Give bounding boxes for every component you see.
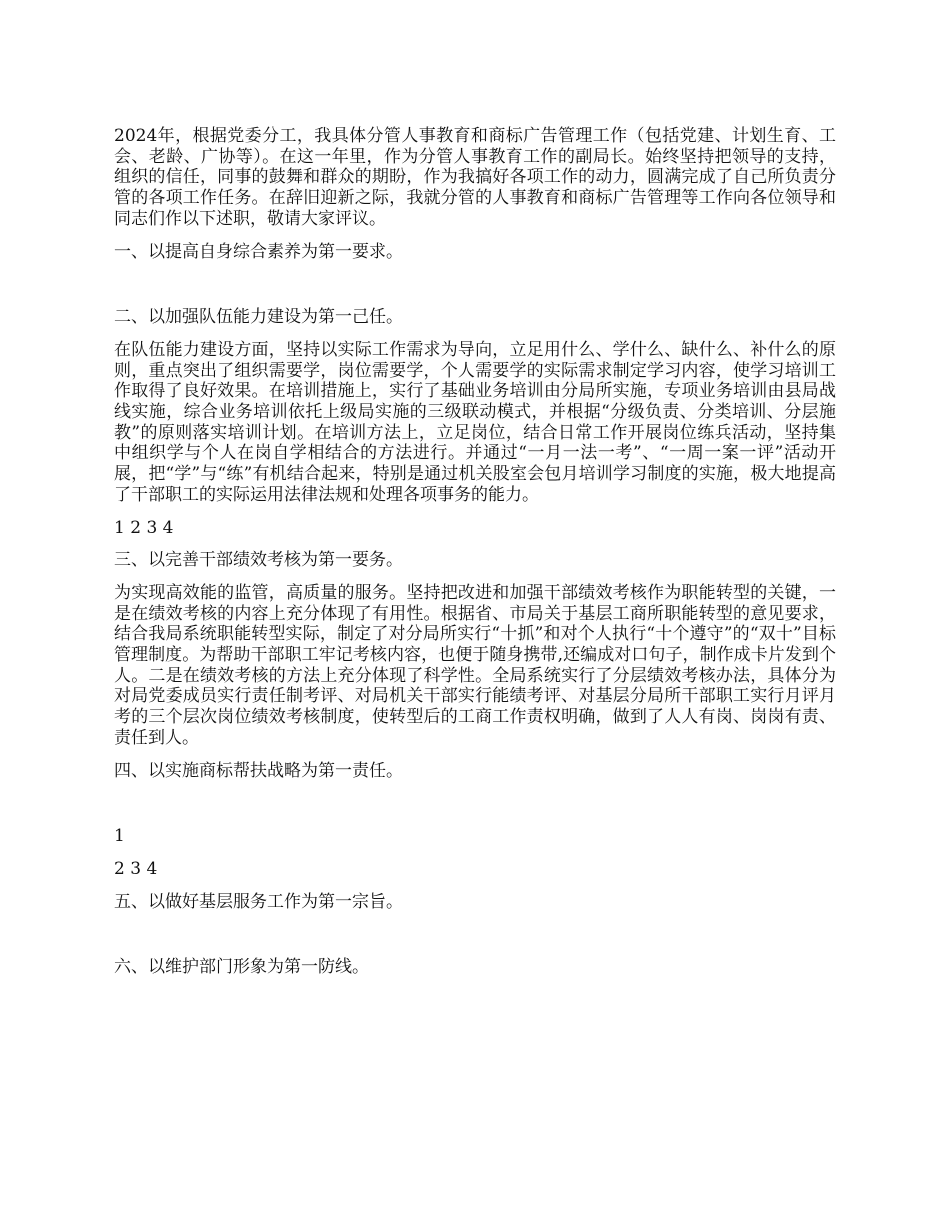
- section-paragraph-3: 为实现高效能的监管，高质量的服务。坚持把改进和加强干部绩效考核作为职能转型的关键，一是在绩效考核的内容上充分体现了有用性。根据省、市局关于基层工商所职能转型的意见要求，结合我局系统职能转型实际，制定了对分局所实行“十抓”和对个人执行“十个遵守”的“双十”目标管理制度。为帮助干部职工牢记考核内容，也便于随身携带,还编成对口句子，制作成卡片发到个人。二是在绩效考核的方法上充分体现了科学性。全局系统实行了分层绩效考核办法，具体分为对局党委成员实行责任制考评、对局机关干部实行能绩考评、对基层分局所干部职工实行月评月考的三个层次岗位绩效考核制度，使转型后的工商工作责权明确，做到了人人有岗、岗岗有责、责任到人。: [114, 582, 836, 748]
- page-numbers-2b: 2 3 4: [114, 858, 158, 879]
- section-heading-3: 三、以完善干部绩效考核为第一要务。: [114, 550, 403, 571]
- section-heading-6: 六、以维护部门形象为第一防线。: [114, 957, 369, 978]
- page-numbers-1: 1 2 3 4: [114, 517, 174, 538]
- page-numbers-2a: 1: [114, 826, 125, 847]
- section-heading-4: 四、以实施商标帮扶战略为第一责任。: [114, 760, 403, 781]
- document-page: [114, 126, 836, 978]
- section-paragraph-2: 在队伍能力建设方面，坚持以实际工作需求为导向，立足用什么、学什么、缺什么、补什么的原则，重点突出了组织需要学，岗位需要学，个人需要学的实际需求制定学习内容，使学习培训工作取得了良好效果。在培训措施上，实行了基础业务培训由分局所实施，专项业务培训由县局战线实施，综合业务培训依托上级局实施的三级联动模式，并根据“分级负责、分类培训、分层施教”的原则落实培训计划。在培训方法上，立足岗位，结合日常工作开展岗位练兵活动，坚持集中组织学与个人在岗自学相结合的方法进行。并通过“一月一法一考”、“一周一案一评”活动开展，把“学”与“练”有机结合起来，特别是通过机关股室会包月培训学习制度的实施，极大地提高了干部职工的实际运用法律法规和处理各项事务的能力。: [114, 339, 836, 505]
- section-heading-2: 二、以加强队伍能力建设为第一己任。: [114, 307, 403, 328]
- intro-paragraph: 2024年，根据党委分工，我具体分管人事教育和商标广告管理工作（包括党建、计划生育、工会、老龄、广协等）。在这一年里，作为分管人事教育工作的副局长。始终坚持把领导的支持，组织的信任，同事的鼓舞和群众的期盼，作为我搞好各项工作的动力，圆满完成了自己所负责分管的各项工作任务。在辞旧迎新之际，我就分管的人事教育和商标广告管理等工作向各位领导和同志们作以下述职，敬请大家评议。: [114, 126, 836, 229]
- section-heading-5: 五、以做好基层服务工作为第一宗旨。: [114, 891, 403, 912]
- section-heading-1: 一、以提高自身综合素养为第一要求。: [114, 241, 403, 262]
